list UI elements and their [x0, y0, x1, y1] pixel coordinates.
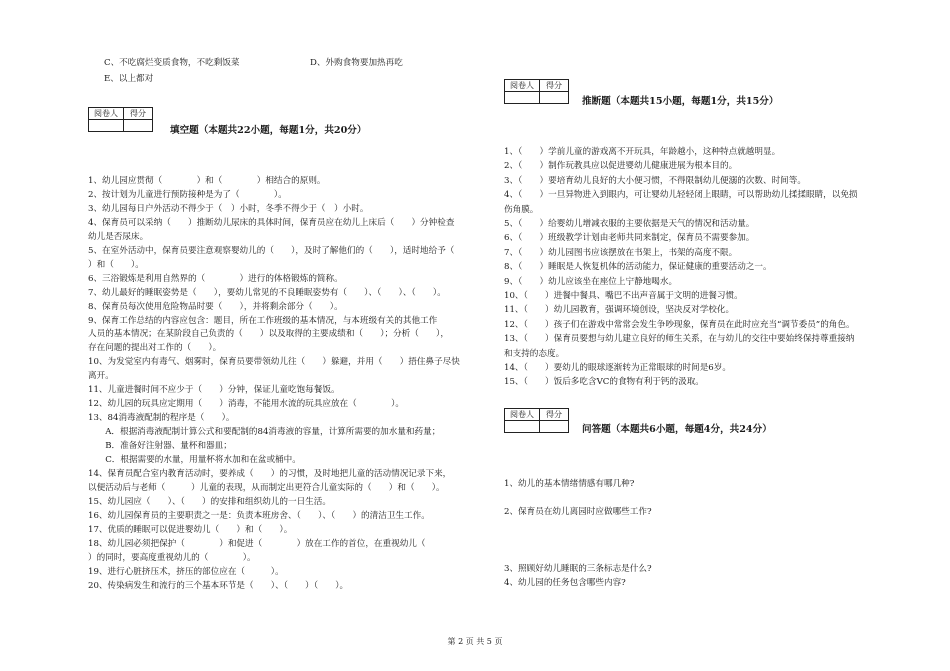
fill-question-line: A．根据消毒液配制计算公式和要配制的84消毒液的容量，计算所需要的加水量和药量； — [88, 427, 441, 438]
score-box-judge — [504, 79, 569, 104]
fill-section-title: 填空题（本题共22小题，每题1分，共20分） — [170, 125, 367, 136]
fill-question-line: ）的同时，要高度重视幼儿的（ ）。 — [88, 552, 256, 563]
fill-question-line: 8、保育员每次使用危险物品时要（ ），并将剩余部分（ ）。 — [88, 301, 343, 312]
fill-question-line: 人员的基本情况；在某阶段自己负责的（ ）以及取得的主要成绩和（ ）；分析（ ）， — [88, 329, 449, 340]
fill-question-line: ）和（ ）。 — [88, 259, 144, 270]
judge-question-line: 15、（ ）饭后多吃含VC的食物有利于钙的汲取。 — [504, 377, 704, 388]
fill-question-line: C．根据需要的水量，用量杯将水加和在盆或桶中。 — [88, 455, 301, 465]
score-label: 得分 — [540, 80, 569, 92]
qa-question: 4、幼儿园的任务包含哪些内容? — [504, 578, 626, 588]
score-cell[interactable] — [540, 92, 569, 104]
judge-question-line: 11、（ ）幼儿园教育，强调环境创设，坚决反对学校化。 — [504, 305, 735, 316]
option-d: D、外购食物要加热再吃 — [310, 58, 403, 68]
fill-question-line: 9、保育工作总结的内容应包含：题目，所在工作班级的基本情况，与本班级有关的其他工作 — [88, 315, 438, 326]
qa-question: 2、保育员在幼儿离园时应做哪些工作? — [504, 507, 652, 517]
judge-question-line: 1、（ ）学前儿童的游戏离不开玩具，年龄越小，这种特点就越明显。 — [504, 147, 781, 157]
fill-question-line: 1、幼儿园应贯彻（ ）和（ ）相结合的原则。 — [88, 176, 326, 186]
fill-question-line: 19、进行心脏挤压术，挤压的部位应在（ ）。 — [88, 566, 284, 577]
fill-question-line: 12、幼儿园的玩具应定期用（ ）消毒，不能用水流的玩具应放在（ ）。 — [88, 399, 405, 410]
fill-question-line: 15、幼儿园应（ ）、（ ）的安排和组织幼儿的一日生活。 — [88, 496, 331, 507]
judge-question-line: 伤角膜。 — [504, 204, 539, 215]
fill-question-line: 7、幼儿最好的睡眠姿势是（ ），要幼儿常见的不良睡眠姿势有（ ）、（ ）、（ ）。 — [88, 287, 446, 298]
judge-question-line: 7、（ ）幼儿园图书应该摆放在书架上，书架的高度不限。 — [504, 247, 738, 258]
fill-question-line: 存在问题的提出对工作的（ ）。 — [88, 343, 222, 354]
score-box-qa — [504, 408, 569, 433]
judge-question-line: 13、（ ）保育员要想与幼儿建立良好的师生关系，在与幼儿的交往中要始终保持尊重接纳 — [504, 334, 855, 345]
judge-question-line: 8、（ ）睡眠是人恢复机体的活动能力，保证健康的重要活动之一。 — [504, 262, 772, 273]
fill-question-line: 17、优质的睡眠可以促进婴幼儿（ ）和（ ）。 — [88, 524, 293, 535]
fill-question-line: 14、保育员配合室内教育活动时，要养成（ ）的习惯，及时地把儿童的活动情况记录下来， — [88, 468, 452, 479]
fill-question-line: 6、三浴锻炼是利用自然界的（ ）进行的体格锻炼的简称。 — [88, 273, 343, 284]
grader-cell[interactable] — [505, 92, 540, 104]
grader-label: 阅卷人 — [89, 108, 124, 120]
score-label: 得分 — [124, 108, 153, 120]
judge-section-title: 推断题（本题共15小题，每题1分，共15分） — [582, 96, 779, 107]
judge-question-line: 6、（ ）班级教学计划由老师共同来制定，保育员不需要参加。 — [504, 233, 755, 244]
score-label: 得分 — [540, 409, 569, 421]
judge-question-line: 4、（ ）一旦异物进入到眼内，可让婴幼儿轻轻闭上眼睛，可以帮助幼儿揉揉眼睛，以免损 — [504, 190, 858, 201]
judge-question-line: 和支持的态度。 — [504, 348, 565, 359]
judge-question-line: 9、（ ）幼儿应该坐在座位上宁静地喝水。 — [504, 276, 678, 287]
grader-cell[interactable] — [505, 421, 540, 433]
judge-question-line: 14、（ ）要幼儿的眼球逐渐转为正常眼球的时间是6岁。 — [504, 363, 731, 373]
qa-question: 3、照顾好幼儿睡眠的三条标志是什么? — [504, 564, 652, 574]
score-cell[interactable] — [540, 421, 569, 433]
fill-question-line: B．准备好注射器、量杯和器皿； — [88, 441, 232, 452]
fill-question-line: 以便活动后与老师（ ）儿童的表现，从而制定出更符合儿童实际的（ ）和（ ）。 — [88, 482, 445, 493]
fill-question-line: 幼儿是否尿床。 — [88, 231, 149, 242]
fill-question-line: 5、在室外活动中，保育员要注意观察婴幼儿的（ ），及时了解他们的（ ），适时地给予（ — [88, 245, 455, 256]
page-footer: 第 2 页 共 5 页 — [447, 637, 503, 646]
fill-question-line: 2、按计划为儿童进行预防接种是为了（ ）。 — [88, 189, 287, 200]
score-box-fill — [88, 107, 153, 132]
grader-label: 阅卷人 — [505, 80, 540, 92]
score-cell[interactable] — [124, 120, 153, 132]
fill-question-line: 16、幼儿园保育员的主要职责之一是：负责本班房舍、（ ）、（ ）的清洁卫生工作。 — [88, 510, 430, 521]
fill-question-line: 20、传染病发生和流行的三个基本环节是（ ）、（ ）（ ）。 — [88, 580, 349, 591]
fill-question-line: 10、为发觉室内有毒气、烟雾时，保育员要带领幼儿往（ ）躲避，并用（ ）捂住鼻子尽快 — [88, 357, 460, 368]
grader-label: 阅卷人 — [505, 409, 540, 421]
judge-question-line: 5、（ ）给婴幼儿增减衣服的主要依据是天气的情况和活动量。 — [504, 219, 755, 229]
option-c: C、不吃腐烂变质食物，不吃剩饭菜 — [104, 58, 240, 68]
fill-question-line: 4、保育员可以采纳（ ）推断幼儿尿床的具体时间，保育员应在幼儿上床后（ ）分钟检查 — [88, 217, 455, 228]
judge-question-line: 3、（ ）要培育幼儿良好的大小便习惯，不得限制幼儿便溺的次数、时间等。 — [504, 175, 806, 186]
judge-question-line: 12、（ ）孩子们在游戏中常常会发生争吵现象，保育员在此时应充当“调节委员”的角色。 — [504, 319, 855, 330]
judge-question-line: 10、（ ）进餐中餐具、嘴巴不出声音属于文明的进餐习惯。 — [504, 291, 743, 301]
judge-question-line: 2、（ ）制作玩教具应以促进婴幼儿健康进展为根本目的。 — [504, 161, 738, 172]
fill-question-line: 11、儿童进餐时间不应少于（ ）分钟，保证儿童吃饱每餐饭。 — [88, 385, 340, 396]
fill-question-line: 13、84消毒液配制的程序是（ ）。 — [88, 413, 235, 424]
fill-question-line: 18、幼儿园必须把保护（ ）和促进（ ）放在工作的首位，在重视幼儿（ — [88, 538, 426, 549]
fill-question-line: 离开。 — [88, 371, 114, 382]
grader-cell[interactable] — [89, 120, 124, 132]
qa-section-title: 问答题（本题共6小题，每题4分，共24分） — [582, 424, 772, 435]
option-e: E、以上都对 — [104, 74, 154, 84]
qa-question: 1、幼儿的基本情绪情感有哪几种? — [504, 479, 635, 489]
fill-question-line: 3、幼儿园每日户外活动不得少于（ ）小时，冬季不得少于（ ）小时。 — [88, 203, 369, 214]
